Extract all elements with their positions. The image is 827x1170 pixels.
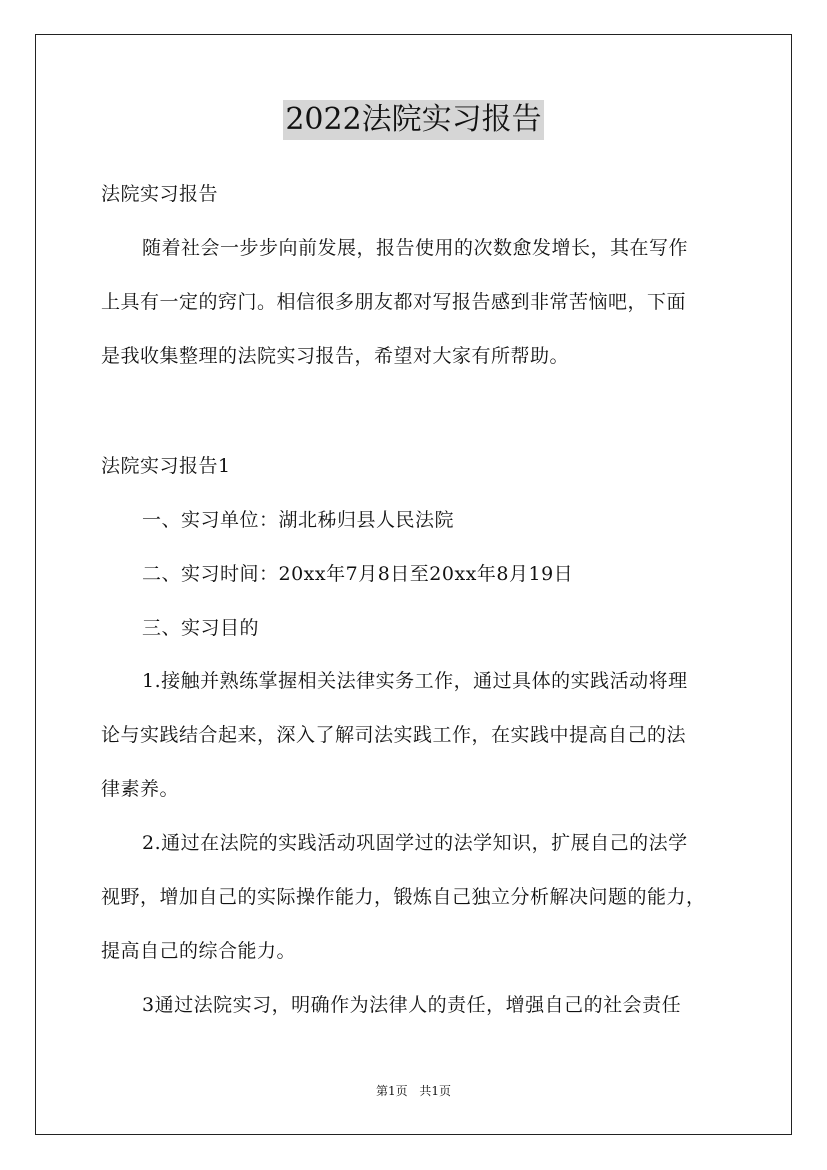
paragraph-line: 提高自己的综合能力。 [101,940,297,962]
paragraph-line: 随着社会一步步向前发展，报告使用的次数愈发增长，其在写作 [142,237,689,259]
paragraph-line: 视野，增加自己的实际操作能力，锻炼自己独立分析解决问题的能力， [101,886,706,908]
paragraph-line: 上具有一定的窍门。相信很多朋友都对写报告感到非常苦恼吧，下面 [101,291,687,313]
paragraph-line: 2.通过在法院的实践活动巩固学过的法学知识，扩展自己的法学 [142,832,688,854]
paragraph-line: 一、实习单位：湖北秭归县人民法院 [142,509,455,531]
title-container [0,100,827,140]
page-total: 共1页 [419,1084,452,1098]
document-title: 2022法院实习报告 [283,100,543,140]
paragraph-line: 二、实习时间：20xx年7月8日至20xx年8月19日 [142,563,574,585]
paragraph-line: 论与实践结合起来，深入了解司法实践工作，在实践中提高自己的法 [101,724,687,746]
paragraph-line: 是我收集整理的法院实习报告，希望对大家有所帮助。 [101,345,570,367]
paragraph-line: 3通过法院实习，明确作为法律人的责任，增强自己的社会责任 [142,994,682,1016]
paragraph-line: 1.接触并熟练掌握相关法律实务工作，通过具体的实践活动将理 [142,670,688,692]
page-footer [0,1083,827,1099]
paragraph-line: 律素养。 [101,778,180,800]
section-heading: 法院实习报告1 [101,455,231,477]
paragraph-line: 三、实习目的 [142,617,260,639]
page-number: 第1页 [375,1084,408,1098]
section-heading: 法院实习报告 [101,183,219,205]
